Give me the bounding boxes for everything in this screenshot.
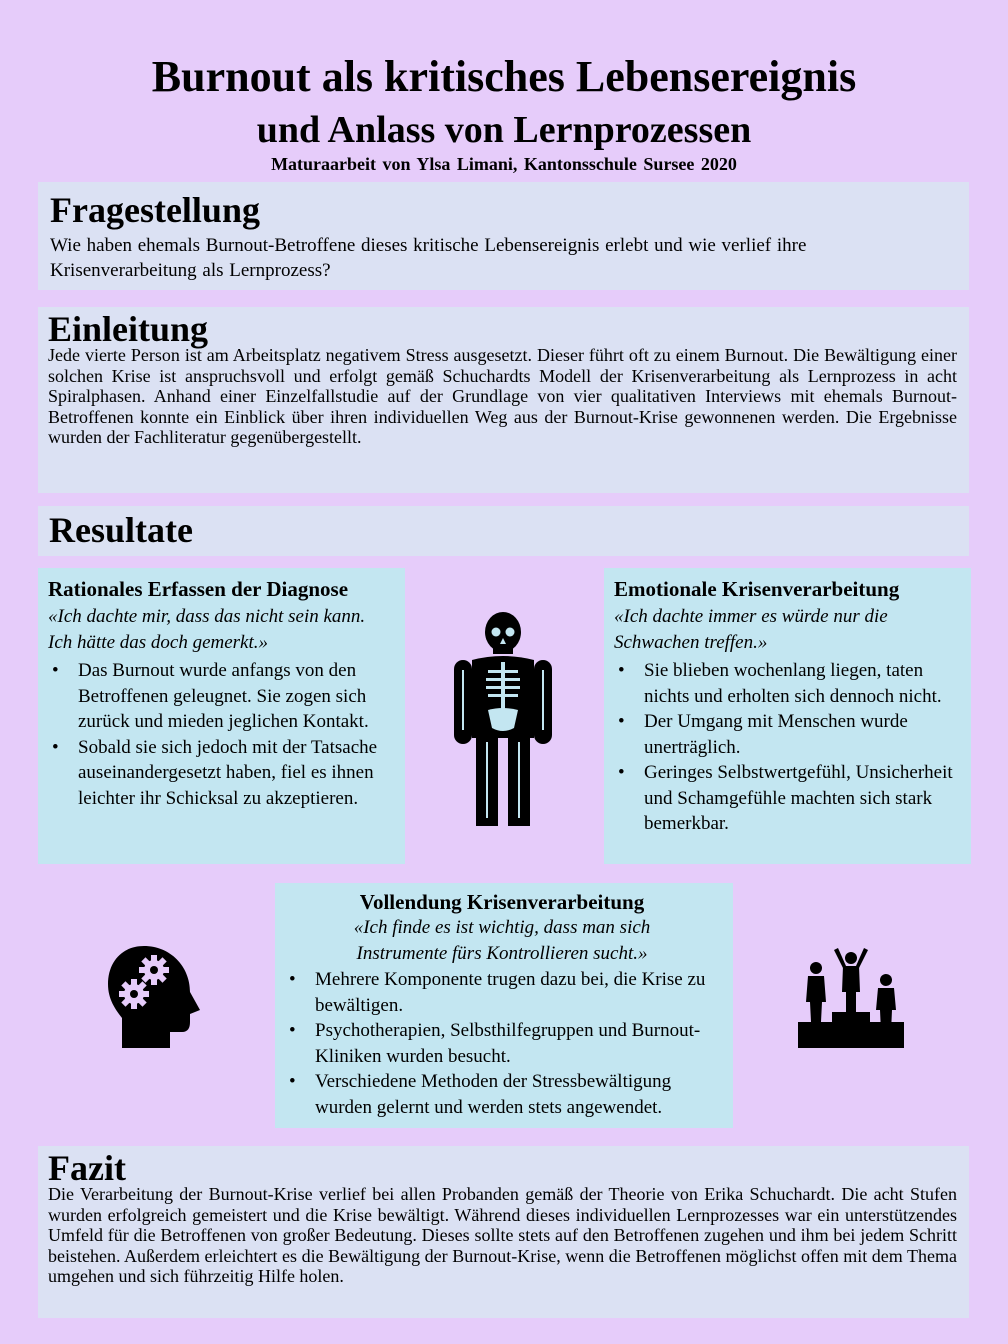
- rational-title: Rationales Erfassen der Diagnose: [48, 577, 349, 601]
- vollendung-quote-line1: «Ich finde es ist wichtig, dass man sich: [353, 917, 651, 938]
- emotional-title: Emotionale Krisenverarbeitung: [614, 577, 900, 601]
- list-item: • Sobald sie sich jedoch mit der Tatsache auseinandergesetzt haben, fiel es ihnen leichter ihr Schicksal zu akzeptieren.: [48, 735, 395, 812]
- rational-quote: «Ich dachte mir, dass das nicht sein kann. Ich hätte das doch gemerkt.»: [48, 606, 366, 653]
- einleitung-panel: [38, 307, 969, 493]
- fragestellung-text: Wie haben ehemals Burnout-Betroffene dieses kritische Lebensereignis erlebt und wie verlief ihre Krisenverarbeitung als Lernprozess?: [50, 235, 807, 281]
- list-item: • Verschiedene Methoden der Stressbewältigung wurden gelernt und werden stets angewendet.: [285, 1069, 719, 1120]
- list-item: • Das Burnout wurde anfangs von den Betroffenen geleugnet. Sie zogen sich zurück und mieden jeglichen Kontakt.: [48, 658, 395, 735]
- podium-icon: [796, 946, 906, 1050]
- resultate-panel: [38, 506, 969, 556]
- einleitung-heading: Einleitung: [48, 309, 209, 349]
- list-item: • Geringes Selbstwertgefühl, Unsicherheit und Schamgefühle machten sich stark bemerkbar.: [614, 760, 961, 837]
- rational-list: [48, 658, 395, 811]
- poster-title-line2: und Anlass von Lernprozessen: [256, 109, 752, 151]
- vollendung-list: [285, 967, 719, 1120]
- emotional-list: [614, 658, 961, 837]
- emotional-box: [604, 568, 971, 864]
- fragestellung-panel: [38, 182, 969, 290]
- resultate-heading: Resultate: [49, 510, 193, 550]
- vollendung-title: Vollendung Krisenverarbeitung: [359, 890, 645, 914]
- fragestellung-heading: Fragestellung: [50, 190, 260, 230]
- list-item: • Sie blieben wochenlang liegen, taten nichts und erholten sich dennoch nicht.: [614, 658, 961, 709]
- skeleton-icon: [448, 610, 558, 830]
- list-item: • Psychotherapien, Selbsthilfegruppen und Burnout-Kliniken wurden besucht.: [285, 1018, 719, 1069]
- emotional-quote: «Ich dachte immer es würde nur die Schwachen treffen.»: [614, 606, 888, 653]
- vollendung-quote: [285, 915, 719, 967]
- head-gears-icon: [104, 944, 204, 1050]
- poster-title: Burnout als kritisches Lebensereignis: [151, 52, 857, 101]
- fazit-text: Die Verarbeitung der Burnout-Krise verlief bei allen Probanden gemäß der Theorie von Erika Schuchardt. Die acht Stufen wurden erfolgreich gemeistert und die Krise bewältigt. Während dieses individuellen Lernprozesses war ein unterstützendes Umfeld für die Betroffenen von großer Bedeutung. Dieses sollte stets auf den Betroffenen zugehen und ihm bei jedem Schritt beistehen. Außerdem erleichtert es die Bewältigung der Burnout-Krise, wenn die Betroffenen möglichst offen mit dem Thema umgehen und sich führzeitig Hilfe holen.: [48, 1184, 957, 1286]
- fazit-heading: Fazit: [48, 1148, 126, 1188]
- fazit-panel: [38, 1146, 969, 1318]
- vollendung-quote-line2: Instrumente fürs Kontrollieren sucht.»: [356, 943, 648, 964]
- vollendung-box: [275, 883, 733, 1128]
- poster-subtitle: Maturaarbeit von Ylsa Limani, Kantonsschule Sursee 2020: [271, 154, 737, 174]
- rational-box: [38, 568, 405, 864]
- einleitung-text: Jede vierte Person ist am Arbeitsplatz negativem Stress ausgesetzt. Dieser führt oft zu einem Burnout. Die Bewältigung einer solchen Krise ist anspruchsvoll und erfolgt gemäß Schuchardts Modell der Krisenverarbeitung als Lernprozess in acht Spiralphasen. Anhand einer Einzelfallstudie auf der Grundlage von vier qualitativen Interviews mit ehemals Burnout-Betroffenen konnte ein Einblick über ihren individuellen Weg aus der Burnout-Krise gewonnenen werden. Die Ergebnisse wurden der Fachliteratur gegenübergestellt.: [48, 345, 957, 447]
- list-item: • Der Umgang mit Menschen wurde unerträglich.: [614, 709, 961, 760]
- list-item: • Mehrere Komponente trugen dazu bei, die Krise zu bewältigen.: [285, 967, 719, 1018]
